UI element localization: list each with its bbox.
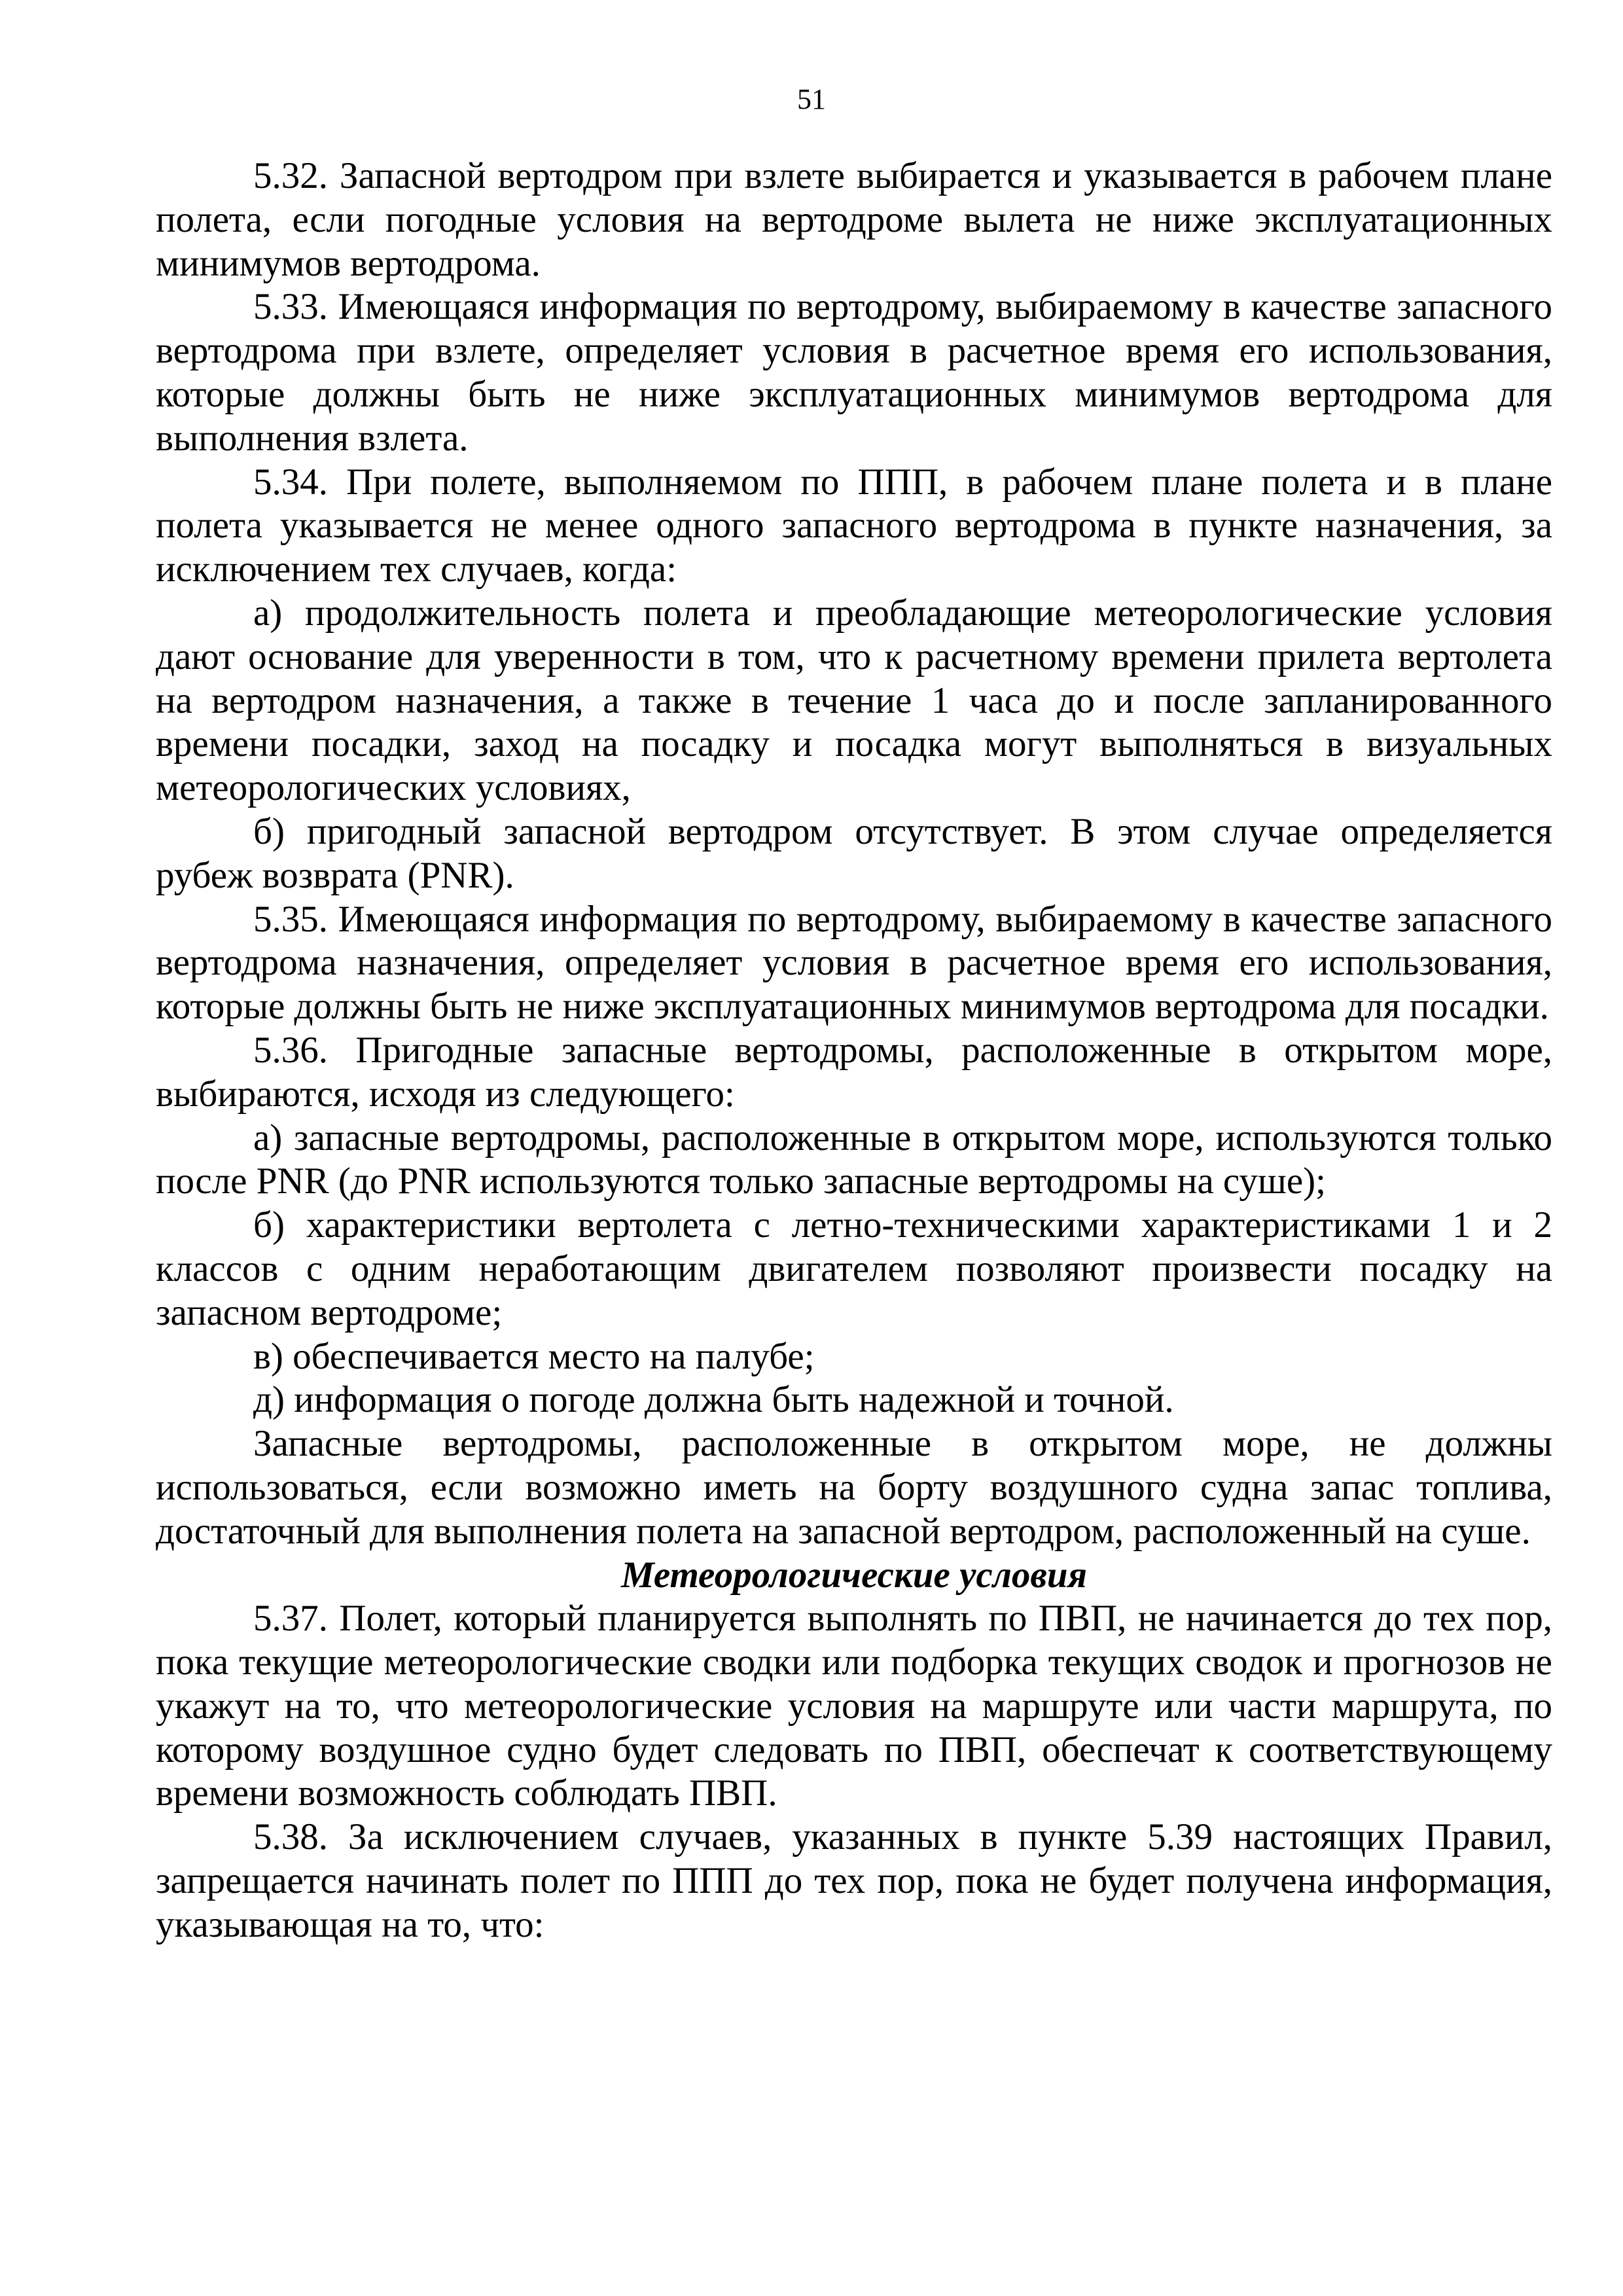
- paragraph-5-36-v: в) обеспечивается место на палубе;: [253, 1335, 815, 1377]
- paragraph-5-34-b: б) пригодный запасной вертодром отсутствует. В этом случае определяется рубеж возврата (PNR).: [156, 810, 1552, 896]
- paragraph-5-36-b: б) характеристики вертолета с летно-техническими характеристиками 1 и 2 классов с одним неработающим двигателем позволяют произвести посадку на запасном вертодроме;: [156, 1204, 1552, 1333]
- paragraph-offshore-note: Запасные вертодромы, расположенные в открытом море, не должны использоваться, если возможно иметь на борту воздушного судна запас топлива, достаточный для выполнения полета на запасной вертодром, расположенный на суше.: [156, 1423, 1552, 1552]
- paragraph-5-32: 5.32. Запасной вертодром при взлете выбирается и указывается в рабочем плане полета, если погодные условия на вертодроме вылета не ниже эксплуатационных минимумов вертодрома.: [156, 155, 1552, 284]
- paragraph-5-37: 5.37. Полет, который планируется выполнять по ПВП, не начинается до тех пор, пока текущие метеорологические сводки или подборка текущих сводок и прогнозов не укажут на то, что метеорологические условия на маршруте или части маршрута, по которому воздушное судно будет следовать по ПВП, обеспечат к соответствующему времени возможность соблюдать ПВП.: [156, 1598, 1552, 1814]
- paragraph-5-33: 5.33. Имеющаяся информация по вертодрому, выбираемому в качестве запасного вертодрома при взлете, определяет условия в расчетное время его использования, которые должны быть не ниже эксплуатационных минимумов вертодрома для выполнения взлета.: [156, 286, 1552, 459]
- page-number: 51: [797, 83, 826, 115]
- paragraph-5-35: 5.35. Имеющаяся информация по вертодрому, выбираемому в качестве запасного вертодрома назначения, определяет условия в расчетное время его использования, которые должны быть не ниже эксплуатационных минимумов вертодрома для посадки.: [156, 898, 1552, 1028]
- paragraph-5-36-d: д) информация о погоде должна быть надежной и точной.: [253, 1379, 1174, 1421]
- document-body: [156, 154, 1552, 1947]
- paragraph-5-34-a: а) продолжительность полета и преобладающие метеорологические условия дают основание для уверенности в том, что к расчетному времени прилета вертолета на вертодром назначения, а также в течение 1 часа до и после запланированного времени посадки, заход на посадку и посадка могут выполняться в визуальных метеорологических условиях,: [156, 592, 1552, 809]
- paragraph-5-38: 5.38. За исключением случаев, указанных в пункте 5.39 настоящих Правил, запрещается начинать полет по ППП до тех пор, пока не будет получена информация, указывающая на то, что:: [156, 1816, 1552, 1945]
- paragraph-5-34: 5.34. При полете, выполняемом по ППП, в рабочем плане полета и в плане полета указывается не менее одного запасного вертодрома в пункте назначения, за исключением тех случаев, когда:: [156, 461, 1552, 590]
- section-heading: Метеорологические условия: [621, 1554, 1087, 1596]
- paragraph-5-36: 5.36. Пригодные запасные вертодромы, расположенные в открытом море, выбираются, исходя из следующего:: [156, 1029, 1552, 1115]
- paragraph-5-36-a: а) запасные вертодромы, расположенные в открытом море, используются только после PNR (до PNR используются только запасные вертодромы на суше);: [156, 1117, 1552, 1202]
